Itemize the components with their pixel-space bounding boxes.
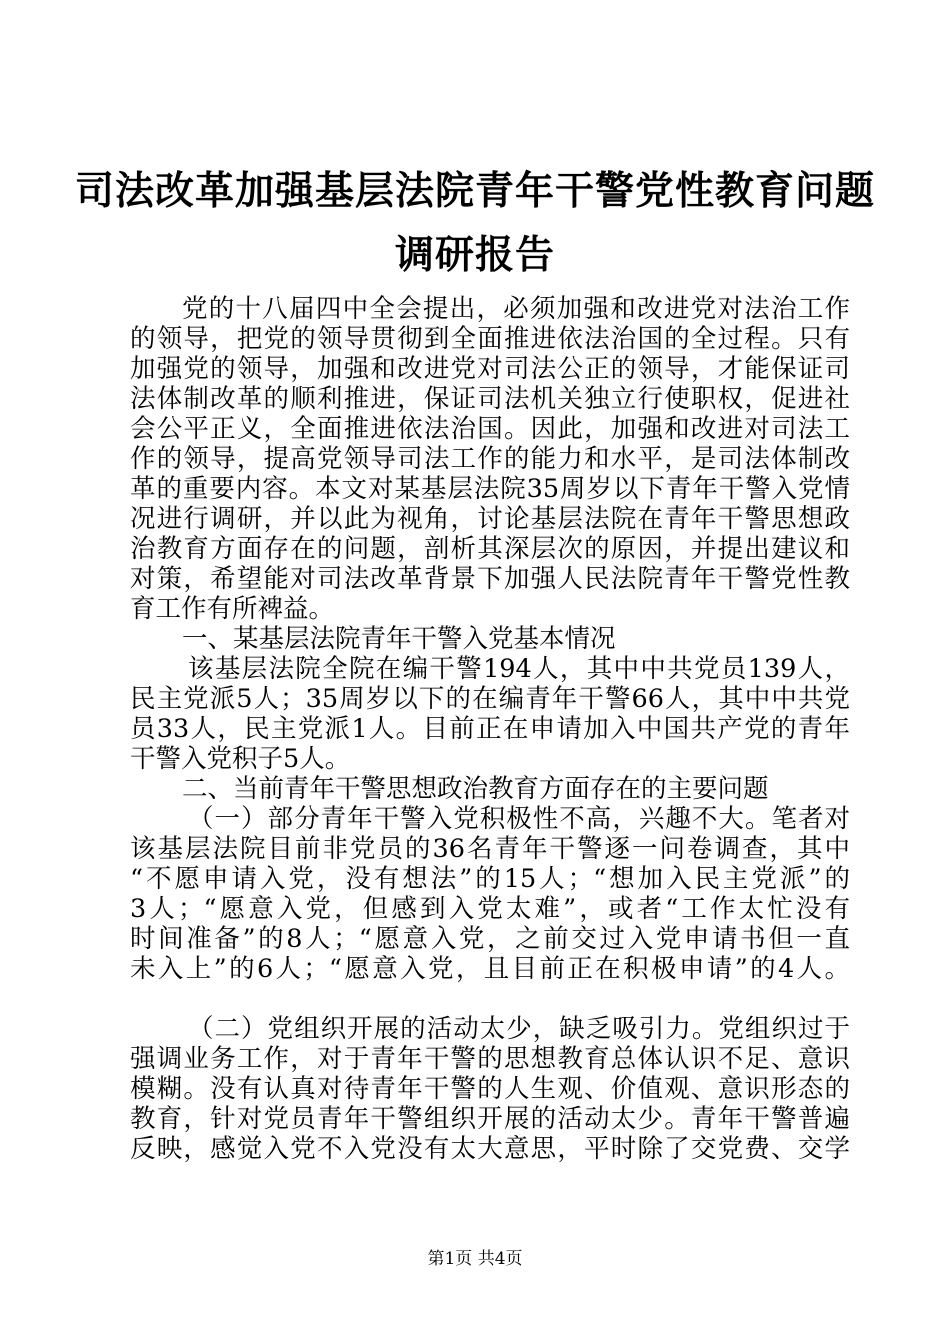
paragraph-line: 作的领导，提高党领导司法工作的能力和水平，是司法体制改 <box>130 444 850 474</box>
paragraph-line: 时间准备”的8人；“愿意入党，之前交过入党申请书但一直 <box>130 924 850 954</box>
section-heading-2: 二、当前青年干警思想政治教育方面存在的主要问题 <box>182 774 769 804</box>
paragraph-line: 况进行调研，并以此为视角，讨论基层法院在青年干警思想政 <box>130 504 850 534</box>
blank-line <box>130 984 850 1014</box>
paragraph-line: 加强党的领导，加强和改进党对司法公正的领导，才能保证司 <box>130 354 850 384</box>
paragraph-line: （一）部分青年干警入党积极性不高，兴趣不大。笔者对 <box>188 804 850 834</box>
paragraph-line: 该基层法院目前非党员的36名青年干警逐一问卷调查，其中 <box>130 834 850 864</box>
paragraph-line: （二）党组织开展的活动太少，缺乏吸引力。党组织过于 <box>188 1014 850 1044</box>
paragraph-line: 该基层法院全院在编干警194人，其中中共党员139人， <box>188 654 850 684</box>
document-body <box>130 294 850 1164</box>
paragraph-line: 干警入党积子5人。 <box>130 744 351 774</box>
paragraph-line: 模糊。没有认真对待青年干警的人生观、价值观、意识形态的 <box>130 1074 850 1104</box>
document-title-line-2: 调研报告 <box>394 232 555 278</box>
paragraph-line: 会公平正义，全面推进依法治国。因此，加强和改进对司法工 <box>130 414 850 444</box>
paragraph-line: 对策，希望能对司法改革背景下加强人民法院青年干警党性教 <box>130 564 850 594</box>
paragraph-line: “不愿申请入党，没有想法”的15人；“想加入民主党派”的 <box>130 864 850 894</box>
paragraph-line: 反映，感觉入党不入党没有太大意思，平时除了交党费、交学 <box>130 1134 850 1164</box>
paragraph-line: 未入上”的6人；“愿意入党，且目前正在积极申请”的4人。 <box>130 954 850 984</box>
paragraph-line: 党的十八届四中全会提出，必须加强和改进党对法治工作 <box>182 294 850 324</box>
paragraph-line: 的领导，把党的领导贯彻到全面推进依法治国的全过程。只有 <box>130 324 850 354</box>
paragraph-line: 革的重要内容。本文对某基层法院35周岁以下青年干警入党情 <box>130 474 850 504</box>
paragraph-line: 法体制改革的顺利推进，保证司法机关独立行使职权，促进社 <box>130 384 850 414</box>
paragraph-line: 民主党派5人；35周岁以下的在编青年干警66人，其中中共党 <box>130 684 850 714</box>
paragraph-line: 强调业务工作，对于青年干警的思想教育总体认识不足、意识 <box>130 1044 850 1074</box>
paragraph-line: 治教育方面存在的问题，剖析其深层次的原因，并提出建议和 <box>130 534 850 564</box>
paragraph-line: 3人；“愿意入党，但感到入党太难”，或者“工作太忙没有 <box>130 894 850 924</box>
paragraph-line: 员33人，民主党派1人。目前正在申请加入中国共产党的青年 <box>130 714 850 744</box>
paragraph-line: 教育，针对党员青年干警组织开展的活动太少。青年干警普遍 <box>130 1104 850 1134</box>
document-title-line-1: 司法改革加强基层法院青年干警党性教育问题 <box>74 168 875 214</box>
page-number-footer: 第1页 共4页 <box>427 1249 523 1269</box>
paragraph-line: 育工作有所裨益。 <box>130 594 335 624</box>
section-heading-1: 一、某基层法院青年干警入党基本情况 <box>182 624 616 654</box>
